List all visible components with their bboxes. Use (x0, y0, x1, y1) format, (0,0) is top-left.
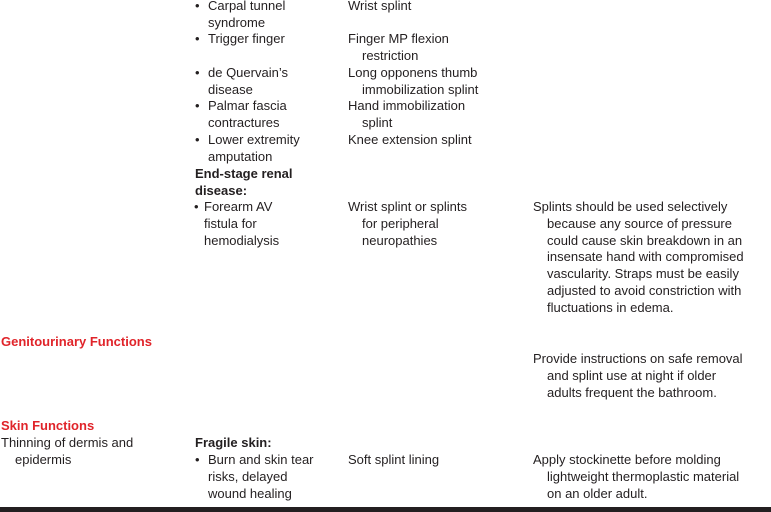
condition-text: de Quervain’s disease (208, 65, 288, 97)
age-change-text: Thinning of dermis and epidermis (1, 435, 134, 467)
splint-text: Hand immobilization splint (348, 98, 466, 130)
condition-text: Carpal tunnel syndrome (208, 0, 286, 30)
splint-text: Finger MP flexion restriction (348, 31, 449, 63)
splint-text: Soft splint lining (348, 452, 440, 467)
section-heading-genitourinary: Genitourinary Functions (1, 334, 152, 349)
condition-text: Palmar fascia contractures (208, 98, 287, 130)
bullet-icon: • (195, 98, 200, 113)
bullet-icon: • (195, 0, 200, 13)
splint-text: Wrist splint (348, 0, 412, 13)
section-heading-skin: Skin Functions (1, 418, 95, 433)
condition-text: Burn and skin tear risks, delayed wound healing (208, 452, 314, 501)
bullet-icon: • (195, 452, 200, 467)
bullet-icon: • (195, 65, 200, 80)
condition-text: Lower extremity amputation (208, 132, 300, 164)
notes-text: Provide instructions on safe removal and splint use at night if older adults frequent the bathroom. (533, 351, 743, 400)
splint-text: Wrist splint or splints for peripheral neuropathies (348, 199, 467, 248)
impairment-heading: Fragile skin: (195, 435, 272, 450)
bottom-divider (0, 507, 771, 512)
notes-text: Apply stockinette before molding lightweight thermoplastic material on an older adult. (533, 452, 740, 501)
bullet-icon: • (195, 31, 200, 46)
splint-text: Long opponens thumb immobilization splint (348, 65, 479, 97)
bullet-icon: • (195, 132, 200, 147)
condition-text: Trigger finger (208, 31, 285, 46)
notes-text: Splints should be used selectively because any source of pressure could cause skin breakdown in an insensate hand with compromised vascularity. Straps must be easily adjusted to avoid constriction with fluctuations in edema. (533, 199, 744, 315)
bullet-icon: • (194, 199, 199, 214)
splint-text: Knee extension splint (348, 132, 472, 147)
renal-heading: End-stage renal disease: (195, 166, 293, 198)
condition-text: Forearm AV fistula for hemodialysis (204, 199, 280, 248)
